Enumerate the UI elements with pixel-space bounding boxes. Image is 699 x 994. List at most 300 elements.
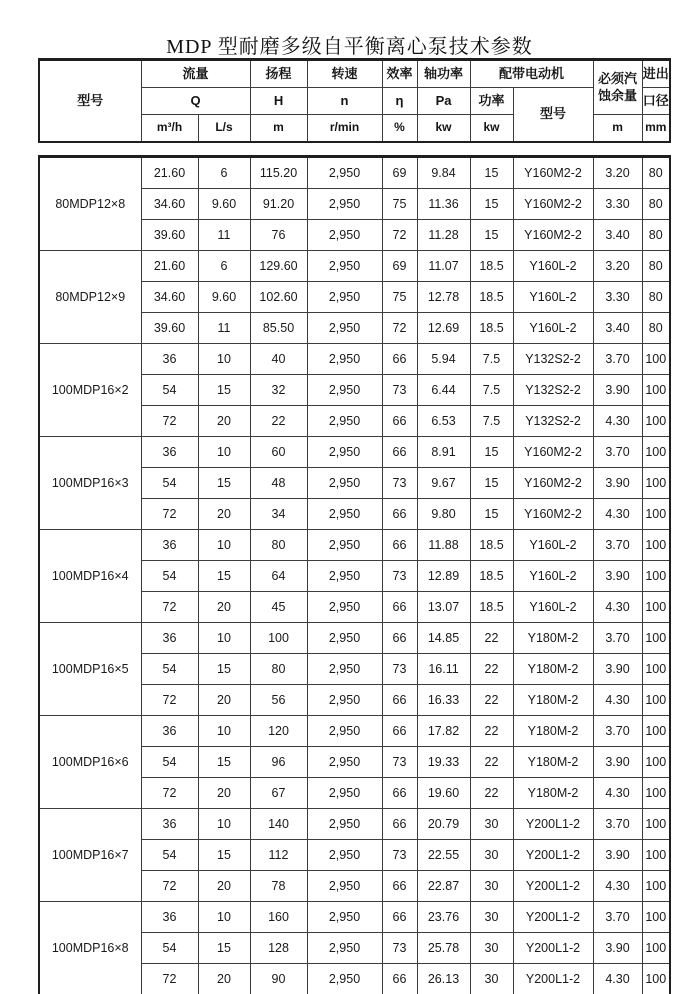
data-cell: 34.60 (141, 282, 198, 313)
data-cell: 2,950 (307, 685, 382, 716)
data-cell: 2,950 (307, 778, 382, 809)
data-cell: 4.30 (593, 406, 642, 437)
data-cell: 20.79 (417, 809, 470, 840)
data-cell: 100 (642, 964, 670, 994)
data-cell: 2,950 (307, 654, 382, 685)
data-cell: 100 (642, 902, 670, 933)
data-cell: 6 (198, 157, 250, 189)
data-cell: 54 (141, 375, 198, 406)
data-cell: 3.30 (593, 282, 642, 313)
data-cell: 39.60 (141, 220, 198, 251)
data-cell: 72 (141, 406, 198, 437)
table-row (39, 437, 670, 468)
data-cell: 80 (642, 157, 670, 189)
data-cell: 9.80 (417, 499, 470, 530)
unit-kw-motor: kw (470, 115, 513, 143)
data-cell: 72 (382, 313, 417, 344)
data-cell: 15 (198, 840, 250, 871)
header-motor-power: 功率 (470, 88, 513, 115)
data-cell: 45 (250, 592, 307, 623)
data-cell: 10 (198, 716, 250, 747)
data-cell: 20 (198, 685, 250, 716)
data-cell: 73 (382, 561, 417, 592)
data-cell: 2,950 (307, 840, 382, 871)
data-cell: 16.11 (417, 654, 470, 685)
data-cell: 75 (382, 282, 417, 313)
data-cell: 66 (382, 685, 417, 716)
data-cell: 15 (198, 468, 250, 499)
data-cell: 2,950 (307, 282, 382, 313)
data-cell: Y200L1-2 (513, 933, 593, 964)
data-cell: 15 (198, 747, 250, 778)
data-cell: 2,950 (307, 716, 382, 747)
data-cell: 36 (141, 902, 198, 933)
data-cell: 80 (642, 220, 670, 251)
data-cell: 22 (470, 716, 513, 747)
table-row (39, 809, 670, 840)
data-cell: Y200L1-2 (513, 809, 593, 840)
data-cell: 39.60 (141, 313, 198, 344)
data-cell: 2,950 (307, 499, 382, 530)
data-cell: 30 (470, 840, 513, 871)
data-cell: 4.30 (593, 499, 642, 530)
data-cell: 2,950 (307, 902, 382, 933)
data-cell: 100 (642, 592, 670, 623)
data-cell: 4.30 (593, 871, 642, 902)
data-cell: 3.20 (593, 157, 642, 189)
data-cell: 128 (250, 933, 307, 964)
data-cell: 2,950 (307, 375, 382, 406)
data-cell: 4.30 (593, 685, 642, 716)
header-npsh (593, 60, 642, 115)
data-cell: 16.33 (417, 685, 470, 716)
unit-ls: L/s (198, 115, 250, 143)
data-cell: 54 (141, 747, 198, 778)
data-cell: 20 (198, 406, 250, 437)
data-cell: 10 (198, 530, 250, 561)
header-efficiency: 效率 (382, 60, 417, 88)
data-cell: 15 (470, 220, 513, 251)
data-cell: 3.40 (593, 313, 642, 344)
data-cell: 18.5 (470, 530, 513, 561)
data-cell: 15 (198, 654, 250, 685)
data-cell: Y160L-2 (513, 530, 593, 561)
spec-table-body (38, 155, 671, 994)
data-cell: 6.53 (417, 406, 470, 437)
data-cell: 75 (382, 189, 417, 220)
data-cell: 3.90 (593, 654, 642, 685)
data-cell: 2,950 (307, 561, 382, 592)
data-cell: 18.5 (470, 282, 513, 313)
data-cell: 15 (470, 157, 513, 189)
data-cell: 36 (141, 344, 198, 375)
data-cell: 22 (470, 685, 513, 716)
data-cell: Y180M-2 (513, 778, 593, 809)
data-cell: 78 (250, 871, 307, 902)
data-cell: 3.90 (593, 561, 642, 592)
pump-model-cell: 100MDP16×5 (39, 623, 141, 716)
data-cell: Y160L-2 (513, 313, 593, 344)
data-cell: 2,950 (307, 344, 382, 375)
data-cell: 2,950 (307, 220, 382, 251)
data-cell: 15 (470, 468, 513, 499)
data-cell: Y160L-2 (513, 282, 593, 313)
data-cell: 3.90 (593, 375, 642, 406)
data-cell: 3.90 (593, 747, 642, 778)
header-eff-eta: η (382, 88, 417, 115)
data-cell: 76 (250, 220, 307, 251)
data-cell: 18.5 (470, 561, 513, 592)
data-cell: 2,950 (307, 437, 382, 468)
data-cell: 54 (141, 840, 198, 871)
data-cell: 96 (250, 747, 307, 778)
data-cell: Y160M2-2 (513, 220, 593, 251)
data-cell: 91.20 (250, 189, 307, 220)
data-cell: 140 (250, 809, 307, 840)
data-cell: 66 (382, 437, 417, 468)
header-port-line1: 进出 (642, 60, 670, 88)
spec-table-header (38, 58, 671, 143)
data-cell: 100 (642, 654, 670, 685)
data-cell: 54 (141, 468, 198, 499)
data-cell: Y160M2-2 (513, 189, 593, 220)
header-flow: 流量 (141, 60, 250, 88)
data-cell: 80 (250, 654, 307, 685)
data-cell: 2,950 (307, 809, 382, 840)
data-cell: 15 (470, 437, 513, 468)
data-cell: 80 (642, 189, 670, 220)
data-cell: 11.88 (417, 530, 470, 561)
pump-table-rows (39, 157, 670, 994)
data-cell: 72 (141, 871, 198, 902)
header-motor: 配带电动机 (470, 60, 593, 88)
data-cell: 3.70 (593, 902, 642, 933)
data-cell: 36 (141, 623, 198, 654)
data-cell: 3.90 (593, 840, 642, 871)
data-cell: Y132S2-2 (513, 406, 593, 437)
data-cell: 4.30 (593, 592, 642, 623)
data-cell: 20 (198, 871, 250, 902)
data-cell: 30 (470, 809, 513, 840)
data-cell: 9.67 (417, 468, 470, 499)
data-cell: 2,950 (307, 251, 382, 282)
page-title: MDP 型耐磨多级自平衡离心泵技术参数 (166, 36, 533, 58)
data-cell: 20 (198, 778, 250, 809)
header-head: 扬程 (250, 60, 307, 88)
data-cell: 100 (250, 623, 307, 654)
data-cell: 30 (470, 964, 513, 994)
data-cell: 5.94 (417, 344, 470, 375)
pump-model-cell: 100MDP16×3 (39, 437, 141, 530)
data-cell: 12.89 (417, 561, 470, 592)
data-cell: 66 (382, 530, 417, 561)
data-cell: 66 (382, 809, 417, 840)
data-cell: 18.5 (470, 251, 513, 282)
data-cell: 66 (382, 499, 417, 530)
data-cell: 100 (642, 871, 670, 902)
data-cell: 2,950 (307, 468, 382, 499)
data-cell: 54 (141, 654, 198, 685)
data-cell: 54 (141, 561, 198, 592)
data-cell: 120 (250, 716, 307, 747)
header-speed-n: n (307, 88, 382, 115)
data-cell: 66 (382, 716, 417, 747)
table-row (39, 251, 670, 282)
data-cell: 30 (470, 933, 513, 964)
data-cell: 72 (141, 592, 198, 623)
pump-model-cell: 100MDP16×4 (39, 530, 141, 623)
data-cell: 20 (198, 499, 250, 530)
data-cell: 3.70 (593, 530, 642, 561)
pump-model-cell: 100MDP16×7 (39, 809, 141, 902)
data-cell: 100 (642, 344, 670, 375)
data-cell: Y180M-2 (513, 685, 593, 716)
data-cell: Y160L-2 (513, 592, 593, 623)
data-cell: 48 (250, 468, 307, 499)
data-cell: 73 (382, 840, 417, 871)
data-cell: 2,950 (307, 313, 382, 344)
data-cell: 112 (250, 840, 307, 871)
data-cell: Y160L-2 (513, 251, 593, 282)
data-cell: Y180M-2 (513, 623, 593, 654)
data-cell: 36 (141, 530, 198, 561)
data-cell: 3.40 (593, 220, 642, 251)
header-row-1 (39, 60, 670, 88)
data-cell: 100 (642, 840, 670, 871)
data-cell: 22.87 (417, 871, 470, 902)
data-cell: 34 (250, 499, 307, 530)
data-cell: 10 (198, 437, 250, 468)
header-npsh-line1: 必须汽 (598, 71, 638, 87)
unit-npsh-m: m (593, 115, 642, 143)
data-cell: 2,950 (307, 623, 382, 654)
data-cell: 20 (198, 964, 250, 994)
data-cell: Y160M2-2 (513, 157, 593, 189)
pump-model-cell: 100MDP16×6 (39, 716, 141, 809)
data-cell: 19.33 (417, 747, 470, 778)
data-cell: 3.70 (593, 344, 642, 375)
data-cell: Y180M-2 (513, 747, 593, 778)
data-cell: 2,950 (307, 189, 382, 220)
data-cell: 100 (642, 716, 670, 747)
data-cell: 10 (198, 902, 250, 933)
data-cell: Y160L-2 (513, 561, 593, 592)
data-cell: 73 (382, 375, 417, 406)
data-cell: 3.20 (593, 251, 642, 282)
table-row (39, 344, 670, 375)
table-row (39, 157, 670, 189)
data-cell: 34.60 (141, 189, 198, 220)
data-cell: 100 (642, 499, 670, 530)
data-cell: 100 (642, 375, 670, 406)
data-cell: 73 (382, 747, 417, 778)
data-cell: 23.76 (417, 902, 470, 933)
unit-pct: % (382, 115, 417, 143)
data-cell: 30 (470, 871, 513, 902)
data-cell: 11.28 (417, 220, 470, 251)
data-cell: 66 (382, 778, 417, 809)
header-speed: 转速 (307, 60, 382, 88)
data-cell: 66 (382, 592, 417, 623)
header-npsh-line2: 蚀余量 (598, 87, 638, 103)
data-cell: 66 (382, 406, 417, 437)
header-port-line2: 口径 (642, 88, 670, 115)
data-cell: 80 (642, 313, 670, 344)
data-cell: 3.90 (593, 468, 642, 499)
data-cell: 2,950 (307, 747, 382, 778)
header-flow-q: Q (141, 88, 250, 115)
data-cell: 22 (250, 406, 307, 437)
data-cell: 22 (470, 654, 513, 685)
data-cell: 3.70 (593, 716, 642, 747)
data-cell: 73 (382, 468, 417, 499)
data-cell: 15 (470, 499, 513, 530)
unit-rmin: r/min (307, 115, 382, 143)
data-cell: 85.50 (250, 313, 307, 344)
data-cell: 18.5 (470, 313, 513, 344)
data-cell: Y160M2-2 (513, 468, 593, 499)
data-cell: 100 (642, 406, 670, 437)
pump-model-cell: 100MDP16×2 (39, 344, 141, 437)
data-cell: 11 (198, 220, 250, 251)
data-cell: 3.30 (593, 189, 642, 220)
data-cell: 3.90 (593, 933, 642, 964)
header-head-h: H (250, 88, 307, 115)
data-cell: 15 (198, 561, 250, 592)
data-cell: 6.44 (417, 375, 470, 406)
data-cell: Y200L1-2 (513, 871, 593, 902)
data-cell: 4.30 (593, 964, 642, 994)
pump-model-cell: 80MDP12×8 (39, 157, 141, 251)
data-cell: 73 (382, 933, 417, 964)
data-cell: 56 (250, 685, 307, 716)
data-cell: 40 (250, 344, 307, 375)
table-row (39, 716, 670, 747)
data-cell: 160 (250, 902, 307, 933)
data-cell: 30 (470, 902, 513, 933)
data-cell: 66 (382, 344, 417, 375)
data-cell: 4.30 (593, 778, 642, 809)
data-cell: 13.07 (417, 592, 470, 623)
header-model: 型号 (39, 60, 141, 143)
data-cell: Y200L1-2 (513, 902, 593, 933)
data-cell: Y160M2-2 (513, 499, 593, 530)
data-cell: 64 (250, 561, 307, 592)
data-cell: 2,950 (307, 592, 382, 623)
table-row (39, 623, 670, 654)
data-cell: 7.5 (470, 375, 513, 406)
header-shaft-power: 轴功率 (417, 60, 470, 88)
data-cell: 12.78 (417, 282, 470, 313)
data-cell: 2,950 (307, 933, 382, 964)
data-cell: 18.5 (470, 592, 513, 623)
data-cell: 80 (250, 530, 307, 561)
data-cell: 3.70 (593, 809, 642, 840)
header-motor-model: 型号 (513, 88, 593, 143)
data-cell: 11.07 (417, 251, 470, 282)
data-cell: 19.60 (417, 778, 470, 809)
data-cell: 66 (382, 964, 417, 994)
data-cell: 26.13 (417, 964, 470, 994)
data-cell: 72 (382, 220, 417, 251)
data-cell: 72 (141, 778, 198, 809)
data-cell: 100 (642, 747, 670, 778)
data-cell: 69 (382, 251, 417, 282)
data-cell: Y180M-2 (513, 654, 593, 685)
data-cell: 66 (382, 623, 417, 654)
data-cell: 100 (642, 561, 670, 592)
data-cell: 102.60 (250, 282, 307, 313)
data-cell: 9.60 (198, 189, 250, 220)
data-cell: 8.91 (417, 437, 470, 468)
data-cell: 36 (141, 809, 198, 840)
data-cell: 3.70 (593, 623, 642, 654)
table-row (39, 902, 670, 933)
data-cell: 25.78 (417, 933, 470, 964)
data-cell: 9.60 (198, 282, 250, 313)
data-cell: 14.85 (417, 623, 470, 654)
data-cell: 10 (198, 809, 250, 840)
data-cell: 100 (642, 933, 670, 964)
data-cell: Y180M-2 (513, 716, 593, 747)
data-cell: 66 (382, 902, 417, 933)
data-cell: 22 (470, 747, 513, 778)
data-cell: 100 (642, 530, 670, 561)
data-cell: 100 (642, 685, 670, 716)
data-cell: 22 (470, 623, 513, 654)
data-cell: 21.60 (141, 157, 198, 189)
data-cell: 7.5 (470, 344, 513, 375)
data-cell: 10 (198, 623, 250, 654)
data-cell: 90 (250, 964, 307, 994)
data-cell: 54 (141, 933, 198, 964)
data-cell: 2,950 (307, 157, 382, 189)
data-cell: 72 (141, 685, 198, 716)
data-cell: 10 (198, 344, 250, 375)
data-cell: 11.36 (417, 189, 470, 220)
data-cell: 32 (250, 375, 307, 406)
data-cell: 66 (382, 871, 417, 902)
data-cell: 67 (250, 778, 307, 809)
data-cell: 9.84 (417, 157, 470, 189)
data-cell: 11 (198, 313, 250, 344)
unit-kw-shaft: kw (417, 115, 470, 143)
unit-m3h: m³/h (141, 115, 198, 143)
unit-mm: mm (642, 115, 670, 143)
pump-model-cell: 100MDP16×8 (39, 902, 141, 994)
data-cell: 7.5 (470, 406, 513, 437)
data-cell: Y200L1-2 (513, 840, 593, 871)
data-cell: 6 (198, 251, 250, 282)
data-cell: 17.82 (417, 716, 470, 747)
data-cell: 15 (198, 933, 250, 964)
data-cell: 3.70 (593, 437, 642, 468)
data-cell: 15 (470, 189, 513, 220)
data-cell: 69 (382, 157, 417, 189)
data-cell: 20 (198, 592, 250, 623)
data-cell: 36 (141, 437, 198, 468)
data-cell: 12.69 (417, 313, 470, 344)
data-cell: 2,950 (307, 871, 382, 902)
data-cell: 21.60 (141, 251, 198, 282)
data-cell: 129.60 (250, 251, 307, 282)
data-cell: 100 (642, 778, 670, 809)
data-cell: 22.55 (417, 840, 470, 871)
data-cell: 22 (470, 778, 513, 809)
data-cell: 72 (141, 499, 198, 530)
data-cell: 2,950 (307, 530, 382, 561)
data-cell: 15 (198, 375, 250, 406)
